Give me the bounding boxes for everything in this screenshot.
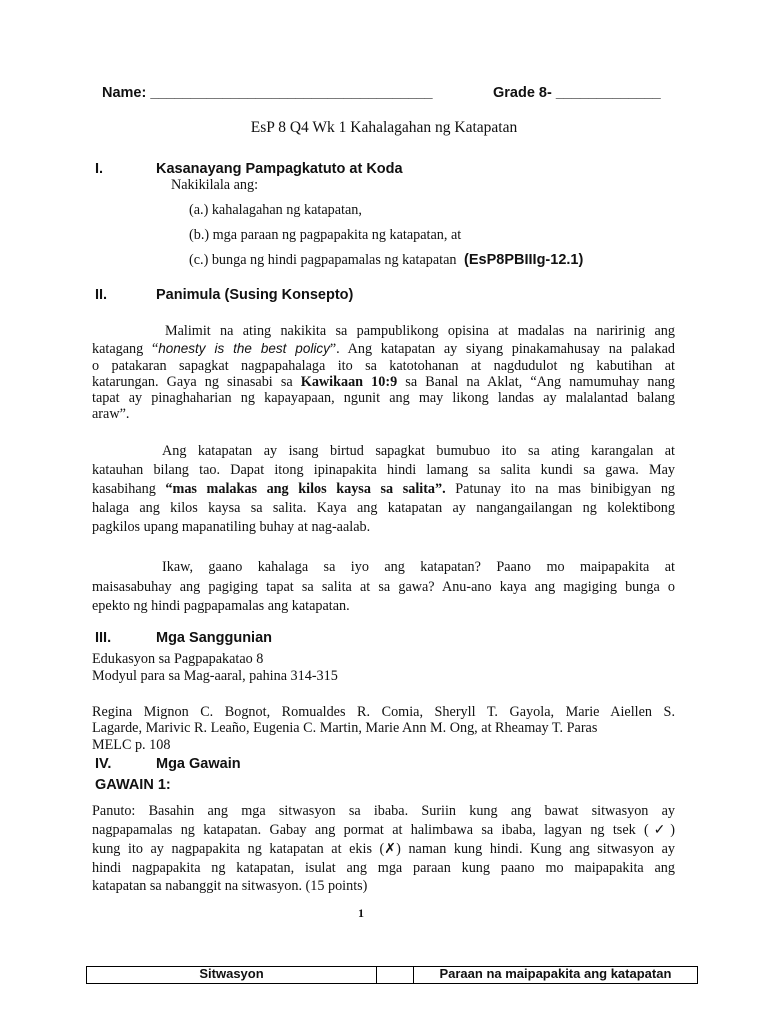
paragraph-2-line: halaga ang kilos kaysa sa salita. Kaya ang katapatan ay nangangailangan ng kolektibong xyxy=(92,500,675,516)
section-3-number: III. xyxy=(95,630,112,646)
section-4-heading: Mga Gawain xyxy=(156,756,241,772)
authors-line: Regina Mignon C. Bognot, Romualdes R. Comia, Sheryll T. Gayola, Marie Aiellen S. xyxy=(92,704,675,720)
column-header-method: Paraan na maipapakita ang katapatan xyxy=(413,967,697,984)
paragraph-3-line: maisasabuhay ang pagiging tapat sa salita at sa gawa? Anu-ano kaya ang magiging bunga o xyxy=(92,579,675,595)
paragraph-1-line: tapat ay pinaghaharian ng kapayapaan, ngunit ang may likong landas ay malalantad balang xyxy=(92,390,675,406)
table-header-row xyxy=(87,967,698,984)
section-4-number: IV. xyxy=(95,756,112,772)
section-2-heading: Panimula (Susing Konsepto) xyxy=(156,287,354,303)
paragraph-1-line: araw”. xyxy=(92,406,130,422)
section-1-intro: Nakikilala ang: xyxy=(171,177,259,193)
paragraph-1-line: Malimit na ating nakikita sa pampublikong opisina at madalas na naririnig ang xyxy=(165,323,675,339)
reference-line: Modyul para sa Mag-aaral, pahina 314-315 xyxy=(92,668,338,684)
instructions-line: katapatan sa nabanggit na sitwasyon. (15 points) xyxy=(92,878,368,894)
paragraph-3-line: Ikaw, gaano kahalaga sa iyo ang katapatan? Paano mo maipapakita at xyxy=(162,559,675,575)
instructions-line: nagpapamalas ng katapatan. Gabay ang pormat at halimbawa sa ibaba, lagyan ng tsek (✓) xyxy=(92,822,675,838)
paragraph-3-line: epekto ng hindi pagpapamalas ang katapatan. xyxy=(92,598,350,614)
paragraph-2-line: pagkilos upang mapanatiling buhay at nag-aalab. xyxy=(92,519,371,535)
authors-line: Lagarde, Marivic R. Leaño, Eugenia C. Martin, Marie Ann M. Ong, at Rheamay T. Paras xyxy=(92,720,598,736)
paragraph-1-line: katagang “honesty is the best policy”. Ang katapatan ay siyang pinakamahusay na palakad xyxy=(92,341,675,357)
instructions-line: hindi nagpapakita ng katapatan, isulat ang mga paraan kung paano mo maipapakita ang xyxy=(92,860,675,876)
paragraph-2-line: Ang katapatan ay isang birtud sapagkat bumubuo ito sa ating karangalan at xyxy=(162,443,675,459)
section-3-heading: Mga Sanggunian xyxy=(156,630,272,646)
page-number: 1 xyxy=(358,906,364,920)
section-1-number: I. xyxy=(95,161,104,177)
objective-c-text: (c.) bunga ng hindi pagpapamalas ng katapatan xyxy=(189,252,457,268)
situations-table xyxy=(86,966,698,984)
objective-c xyxy=(189,252,583,269)
reference-line: Edukasyon sa Pagpapakatao 8 xyxy=(92,651,264,667)
melc-reference: MELC p. 108 xyxy=(92,737,171,753)
bible-reference: Kawikaan 10:9 xyxy=(300,374,398,390)
paragraph-2-line: kasabihang “mas malakas ang kilos kaysa sa salita”. Patunay ito na mas binibigyan ng xyxy=(92,481,676,497)
page-title: EsP 8 Q4 Wk 1 Kahalagahan ng Katapatan xyxy=(250,119,518,136)
grade-field-label: Grade 8- _____________ xyxy=(493,85,661,101)
objective-a: (a.) kahalagahan ng katapatan, xyxy=(189,202,362,218)
paragraph-2-line: katauhan bilang tao. Dapat itong ipinapakita hindi lamang sa salita kundi sa gawa. May xyxy=(92,462,675,478)
column-header-check xyxy=(377,967,414,984)
section-1-heading: Kasanayang Pampagkatuto at Koda xyxy=(156,161,403,177)
paragraph-1-line: o patakaran sapagkat nagpapahalaga ito sa katotohanan at nagdudulot ng kabutihan at xyxy=(92,358,675,374)
column-header-situation: Sitwasyon xyxy=(87,967,377,984)
instructions-line: kung ito ay nagpapakita ng katapatan at ekis (✗) naman kung hindi. Kung ang sitwasyon ay xyxy=(92,841,675,857)
name-field-label: Name: ___________________________________ xyxy=(102,85,433,101)
honesty-quote: honesty is the best policy xyxy=(158,341,330,356)
activity-heading: GAWAIN 1: xyxy=(95,777,171,793)
saying-quote: “mas malakas ang kilos kaysa sa salita”. xyxy=(165,481,446,497)
paragraph-1-line: katarungan. Gaya ng sinasabi sa Kawikaan 10:9 sa Banal na Aklat, “Ang namumuhay nang xyxy=(92,374,675,390)
competency-code: (EsP8PBIIIg-12.1) xyxy=(464,252,584,268)
instructions-line: Panuto: Basahin ang mga sitwasyon sa ibaba. Suriin kung ang bawat sitwasyon ay xyxy=(92,803,675,819)
section-2-number: II. xyxy=(95,287,108,303)
objective-b: (b.) mga paraan ng pagpapakita ng katapatan, at xyxy=(189,227,462,243)
